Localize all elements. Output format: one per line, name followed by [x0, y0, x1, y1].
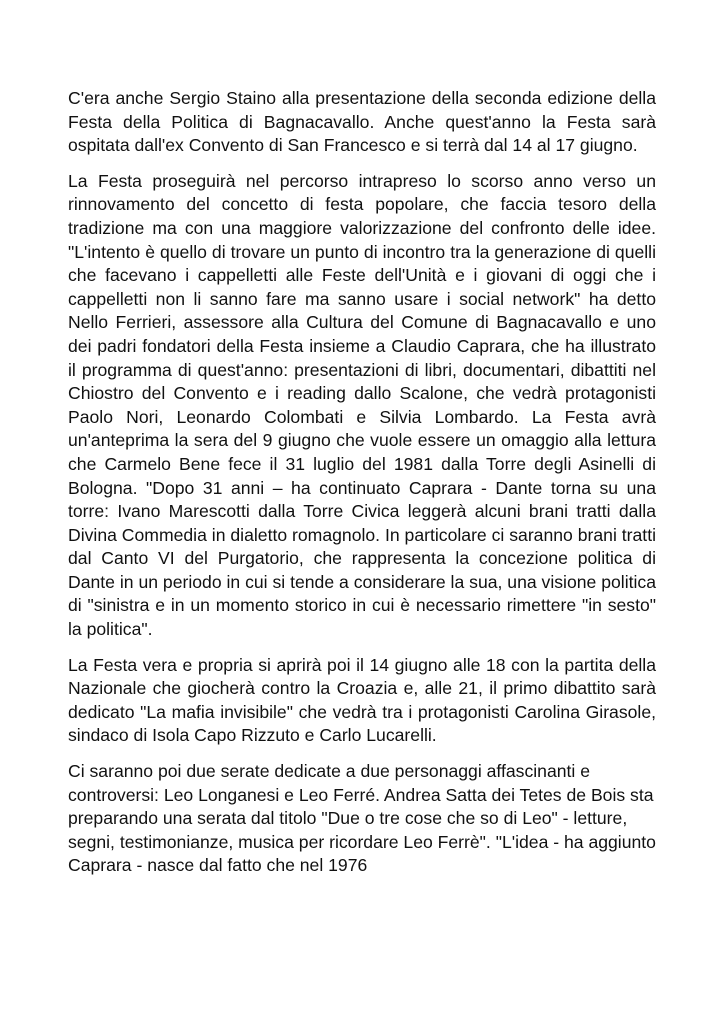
- paragraph-intro: C'era anche Sergio Staino alla presentazione della seconda edizione della Festa della Politica di Bagnacavallo. Anche quest'anno la Festa sarà ospitata dall'ex Convento di San Francesco e si terrà dal 14 al 17 giugno.: [68, 88, 656, 156]
- paragraph-opening: La Festa vera e propria si aprirà poi il 14 giugno alle 18 con la partita della Nazionale che giocherà contro la Croazia e, alle 21, il primo dibattito sarà dedicato "La mafia invisibile" che vedrà tra i protagonisti Carolina Girasole, sindaco di Isola Capo Rizzuto e Carlo Lucarelli.: [68, 654, 656, 746]
- document-page: [68, 87, 656, 878]
- paragraph-program: La Festa proseguirà nel percorso intrapreso lo scorso anno verso un rinnovamento del concetto di festa popolare, che faccia tesoro della tradizione ma con una maggiore valorizzazione del confronto delle idee. "L'intento è quello di trovare un punto di incontro tra la generazione di quelli che facevano i cappelletti alle Feste dell'Unità e i giovani di oggi che i cappelletti non li sanno fare ma sanno usare i social network" ha detto Nello Ferrieri, assessore alla Cultura del Comune di Bagnacavallo e uno dei padri fondatori della Festa insieme a Claudio Caprara, che ha illustrato il programma di quest'anno: presentazioni di libri, documentari, dibattiti nel Chiostro del Convento e i reading dallo Scalone, che vedrà protagonisti Paolo Nori, Leonardo Colombati e Silvia Lombardo. La Festa avrà un'anteprima la sera del 9 giugno che vuole essere un omaggio alla lettura che Carmelo Bene fece il 31 luglio del 1981 dalla Torre degli Asinelli di Bologna. "Dopo 31 anni – ha continuato Caprara - Dante torna su una torre: Ivano Marescotti dalla Torre Civica leggerà alcuni brani tratti dalla Divina Commedia in dialetto romagnolo. In particolare ci saranno brani tratti dal Canto VI del Purgatorio, che rappresenta la concezione politica di Dante in un periodo in cui si tende a considerare la sua, una visione politica di "sinistra e in un momento storico in cui è necessario rimettere "in sesto" la politica".: [68, 170, 656, 640]
- paragraph-evenings: Ci saranno poi due serate dedicate a due personaggi affascinanti e controversi: Leo Longanesi e Leo Ferré. Andrea Satta dei Tetes de Bois sta preparando una serata dal titolo "Due o tre cose che so di Leo" - letture, segni, testimonianze, musica per ricordare Leo Ferrè". "L'idea - ha aggiunto Caprara - nasce dal fatto che nel 1976: [68, 761, 656, 876]
